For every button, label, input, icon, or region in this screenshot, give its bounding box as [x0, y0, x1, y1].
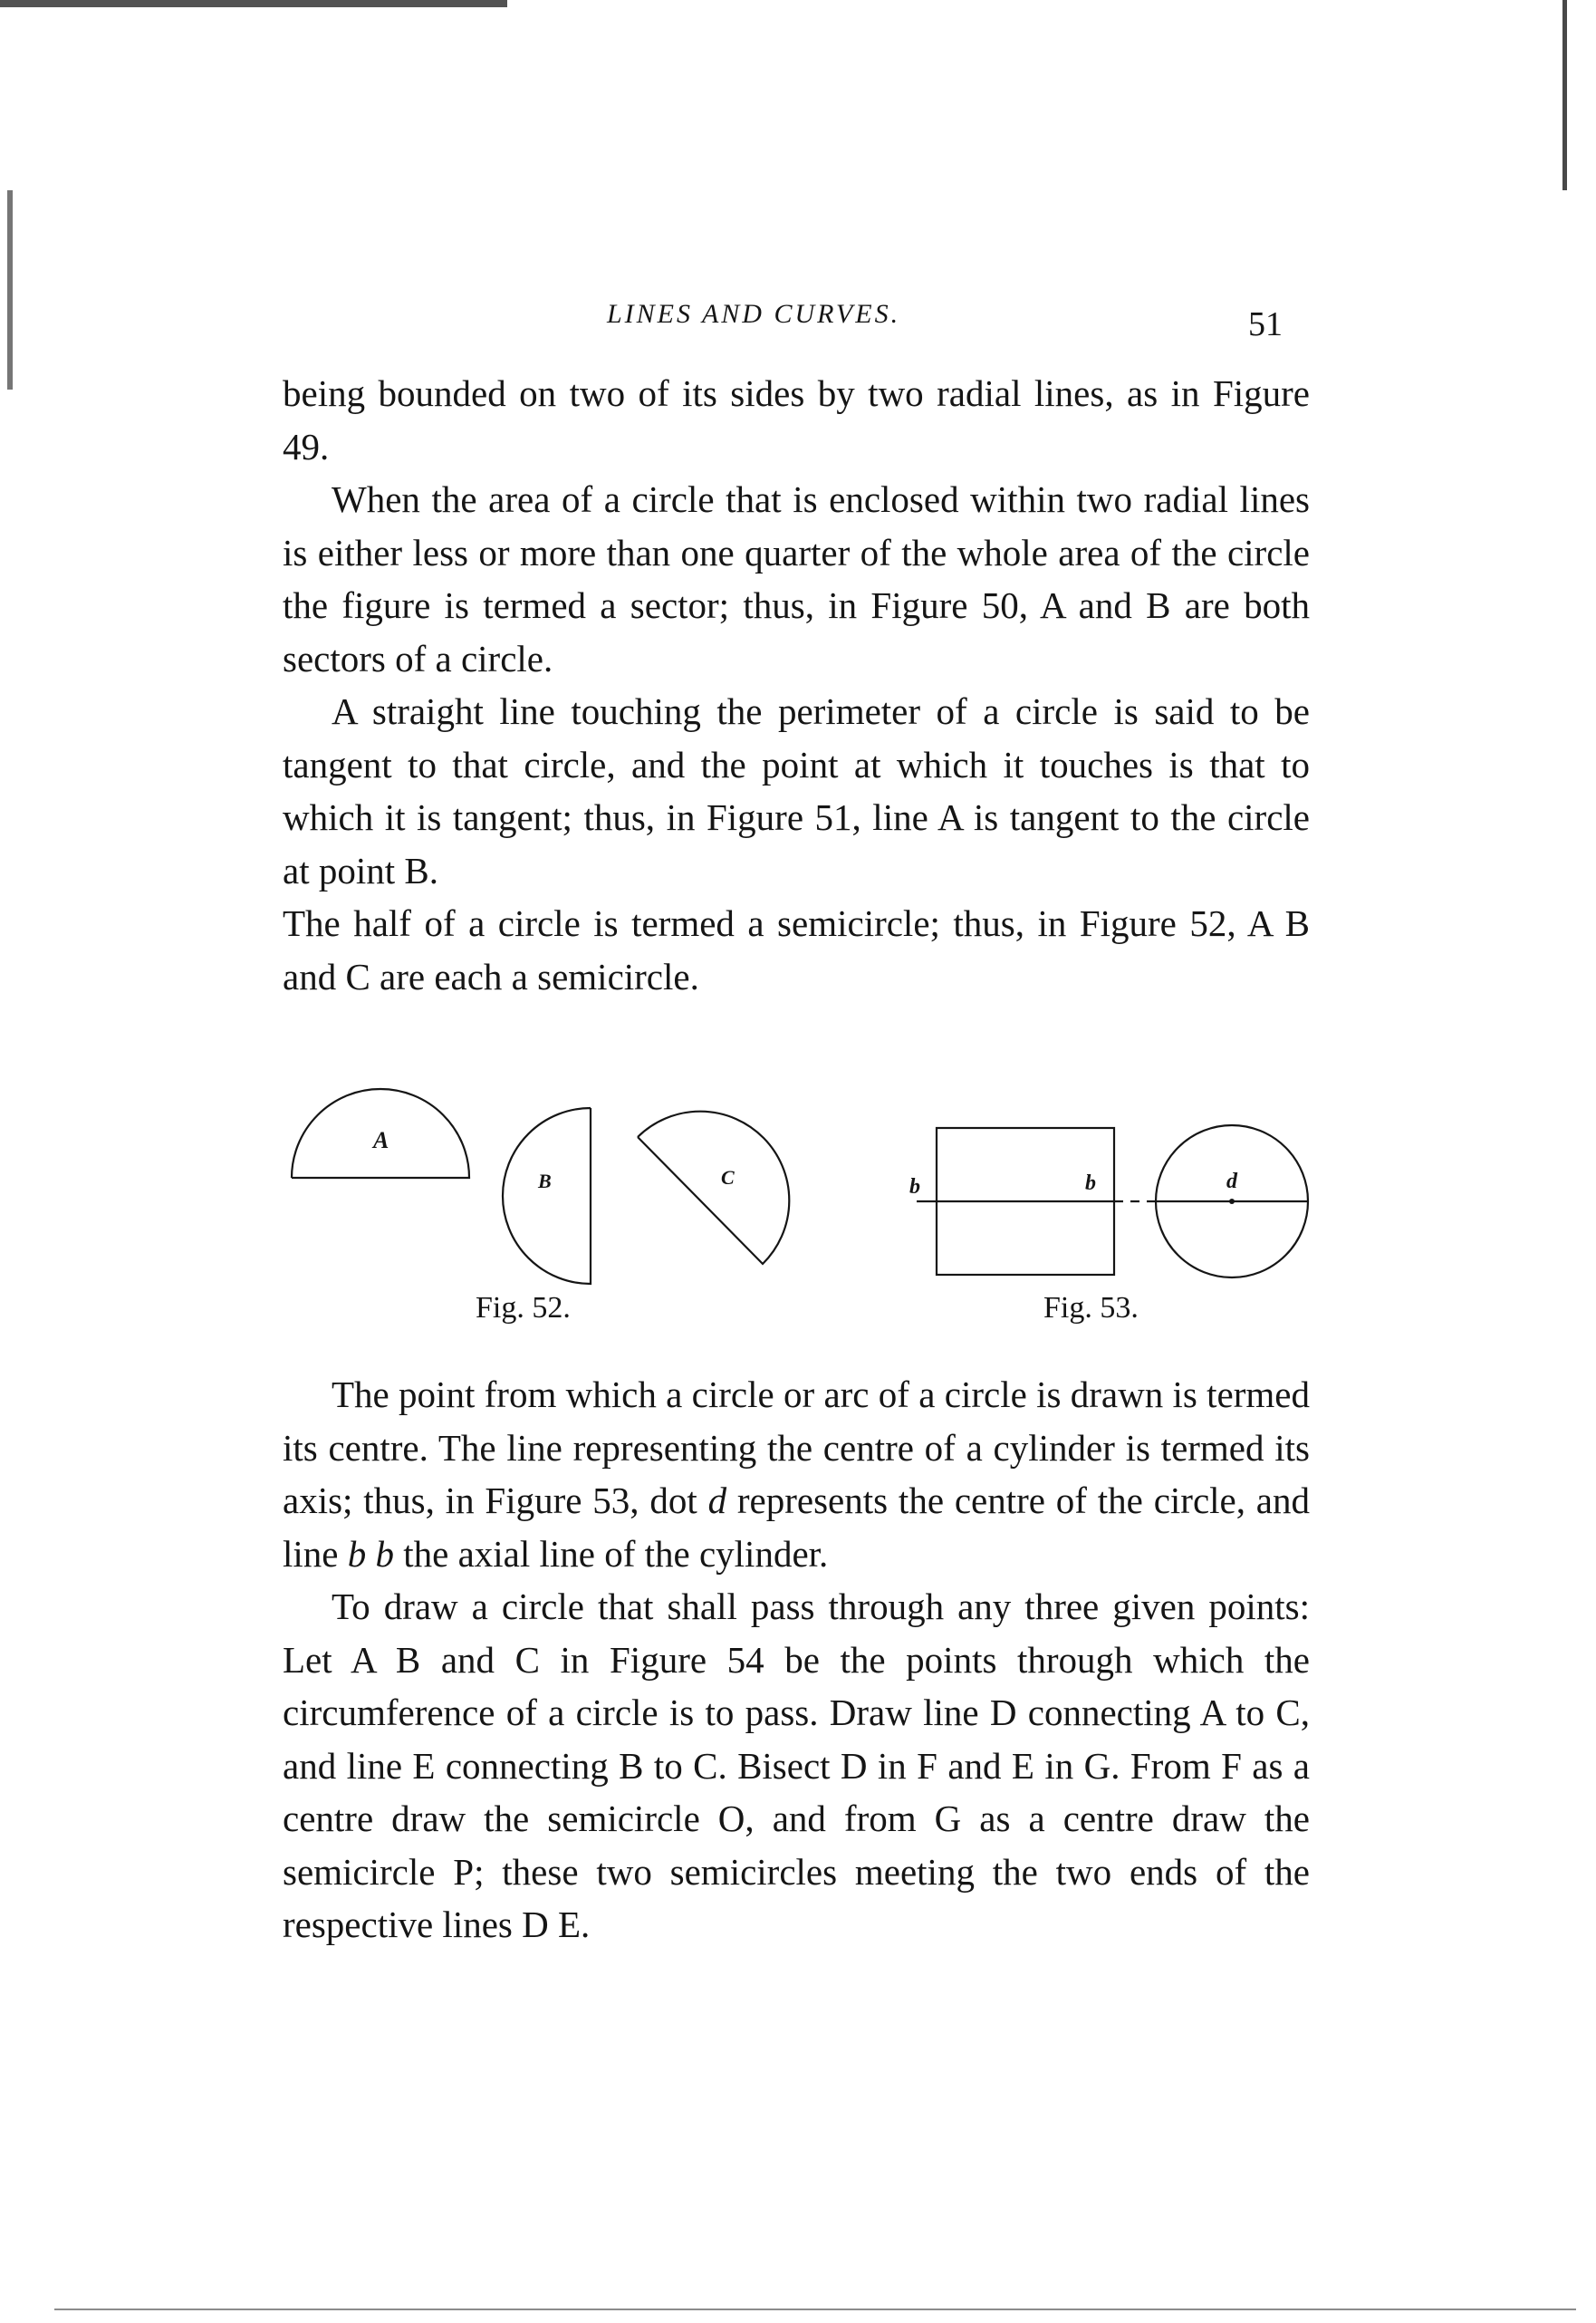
paragraph-semicircle: The half of a circle is termed a semicircle; thus, in Figure 52, A B and C are each a semicircle.	[283, 902, 1310, 998]
paragraph-continued: being bounded on two of its sides by two radial lines, as in Figure 49.	[283, 372, 1310, 467]
scan-edge-top	[0, 0, 507, 7]
caption-fig-52: Fig. 52.	[476, 1291, 571, 1325]
label-b: B	[538, 1170, 552, 1192]
figures-drawing	[272, 1083, 1322, 1291]
text-block-bottom	[283, 1368, 1310, 1952]
scan-edge-right	[1562, 0, 1567, 190]
label-c: C	[721, 1166, 735, 1189]
caption-fig-53: Fig. 53.	[1043, 1291, 1139, 1325]
centre-dot	[1229, 1199, 1235, 1204]
page-number: 51	[1248, 305, 1283, 343]
paragraph-three-points: To draw a circle that shall pass through any three given points: Let A B and C in Figure 54 be the points through which the circumference of a circle is to pass. Draw line D connecting A to C, and line E connecting B to C. Bisect D in F and E in G. From F as a centre draw the semicircle O, and from G as a centre draw the semicircle P; these two semicircles meeting the two ends of the respective lines D E.	[283, 1586, 1310, 1945]
paragraph-centre	[283, 1368, 1310, 1580]
scan-edge-bottom	[54, 2309, 1576, 2310]
centre-text-2: represents the centre of the circle, and line	[283, 1480, 1311, 1575]
text-block-top	[283, 367, 1310, 1003]
scan-edge-left	[7, 190, 13, 390]
running-title: LINES AND CURVES.	[607, 299, 901, 329]
centre-dot-label: d	[707, 1480, 727, 1521]
label-d: d	[1226, 1170, 1237, 1193]
paragraph-tangent: A straight line touching the perimeter of a circle is said to be tangent to that circle, and the point at which it touches is that to which it is tangent; thus, in Figure 51, line A is tangent to the circle at point B.	[283, 690, 1310, 892]
axis-line-label: b b	[347, 1532, 394, 1575]
semicircle-b	[503, 1108, 591, 1284]
centre-text-1: The point from which a circle or arc of a circle is drawn is termed its centre. The line representing the centre of a cylinder is termed its axis; thus, in Figure 53, dot	[283, 1374, 1310, 1521]
label-b-right: b	[1085, 1171, 1096, 1195]
figures-area	[272, 1083, 1322, 1354]
semicircle-c	[638, 1112, 789, 1264]
label-a: A	[373, 1127, 389, 1153]
centre-text-3: the axial line of the cylinder.	[393, 1532, 829, 1575]
paragraph-sector: When the area of a circle that is enclosed within two radial lines is either less or more than one quarter of the whole area of the circle the figure is termed a sector; thus, in Figure 50, A and B are both sectors of a circle.	[283, 478, 1310, 680]
label-b-left: b	[909, 1175, 920, 1199]
